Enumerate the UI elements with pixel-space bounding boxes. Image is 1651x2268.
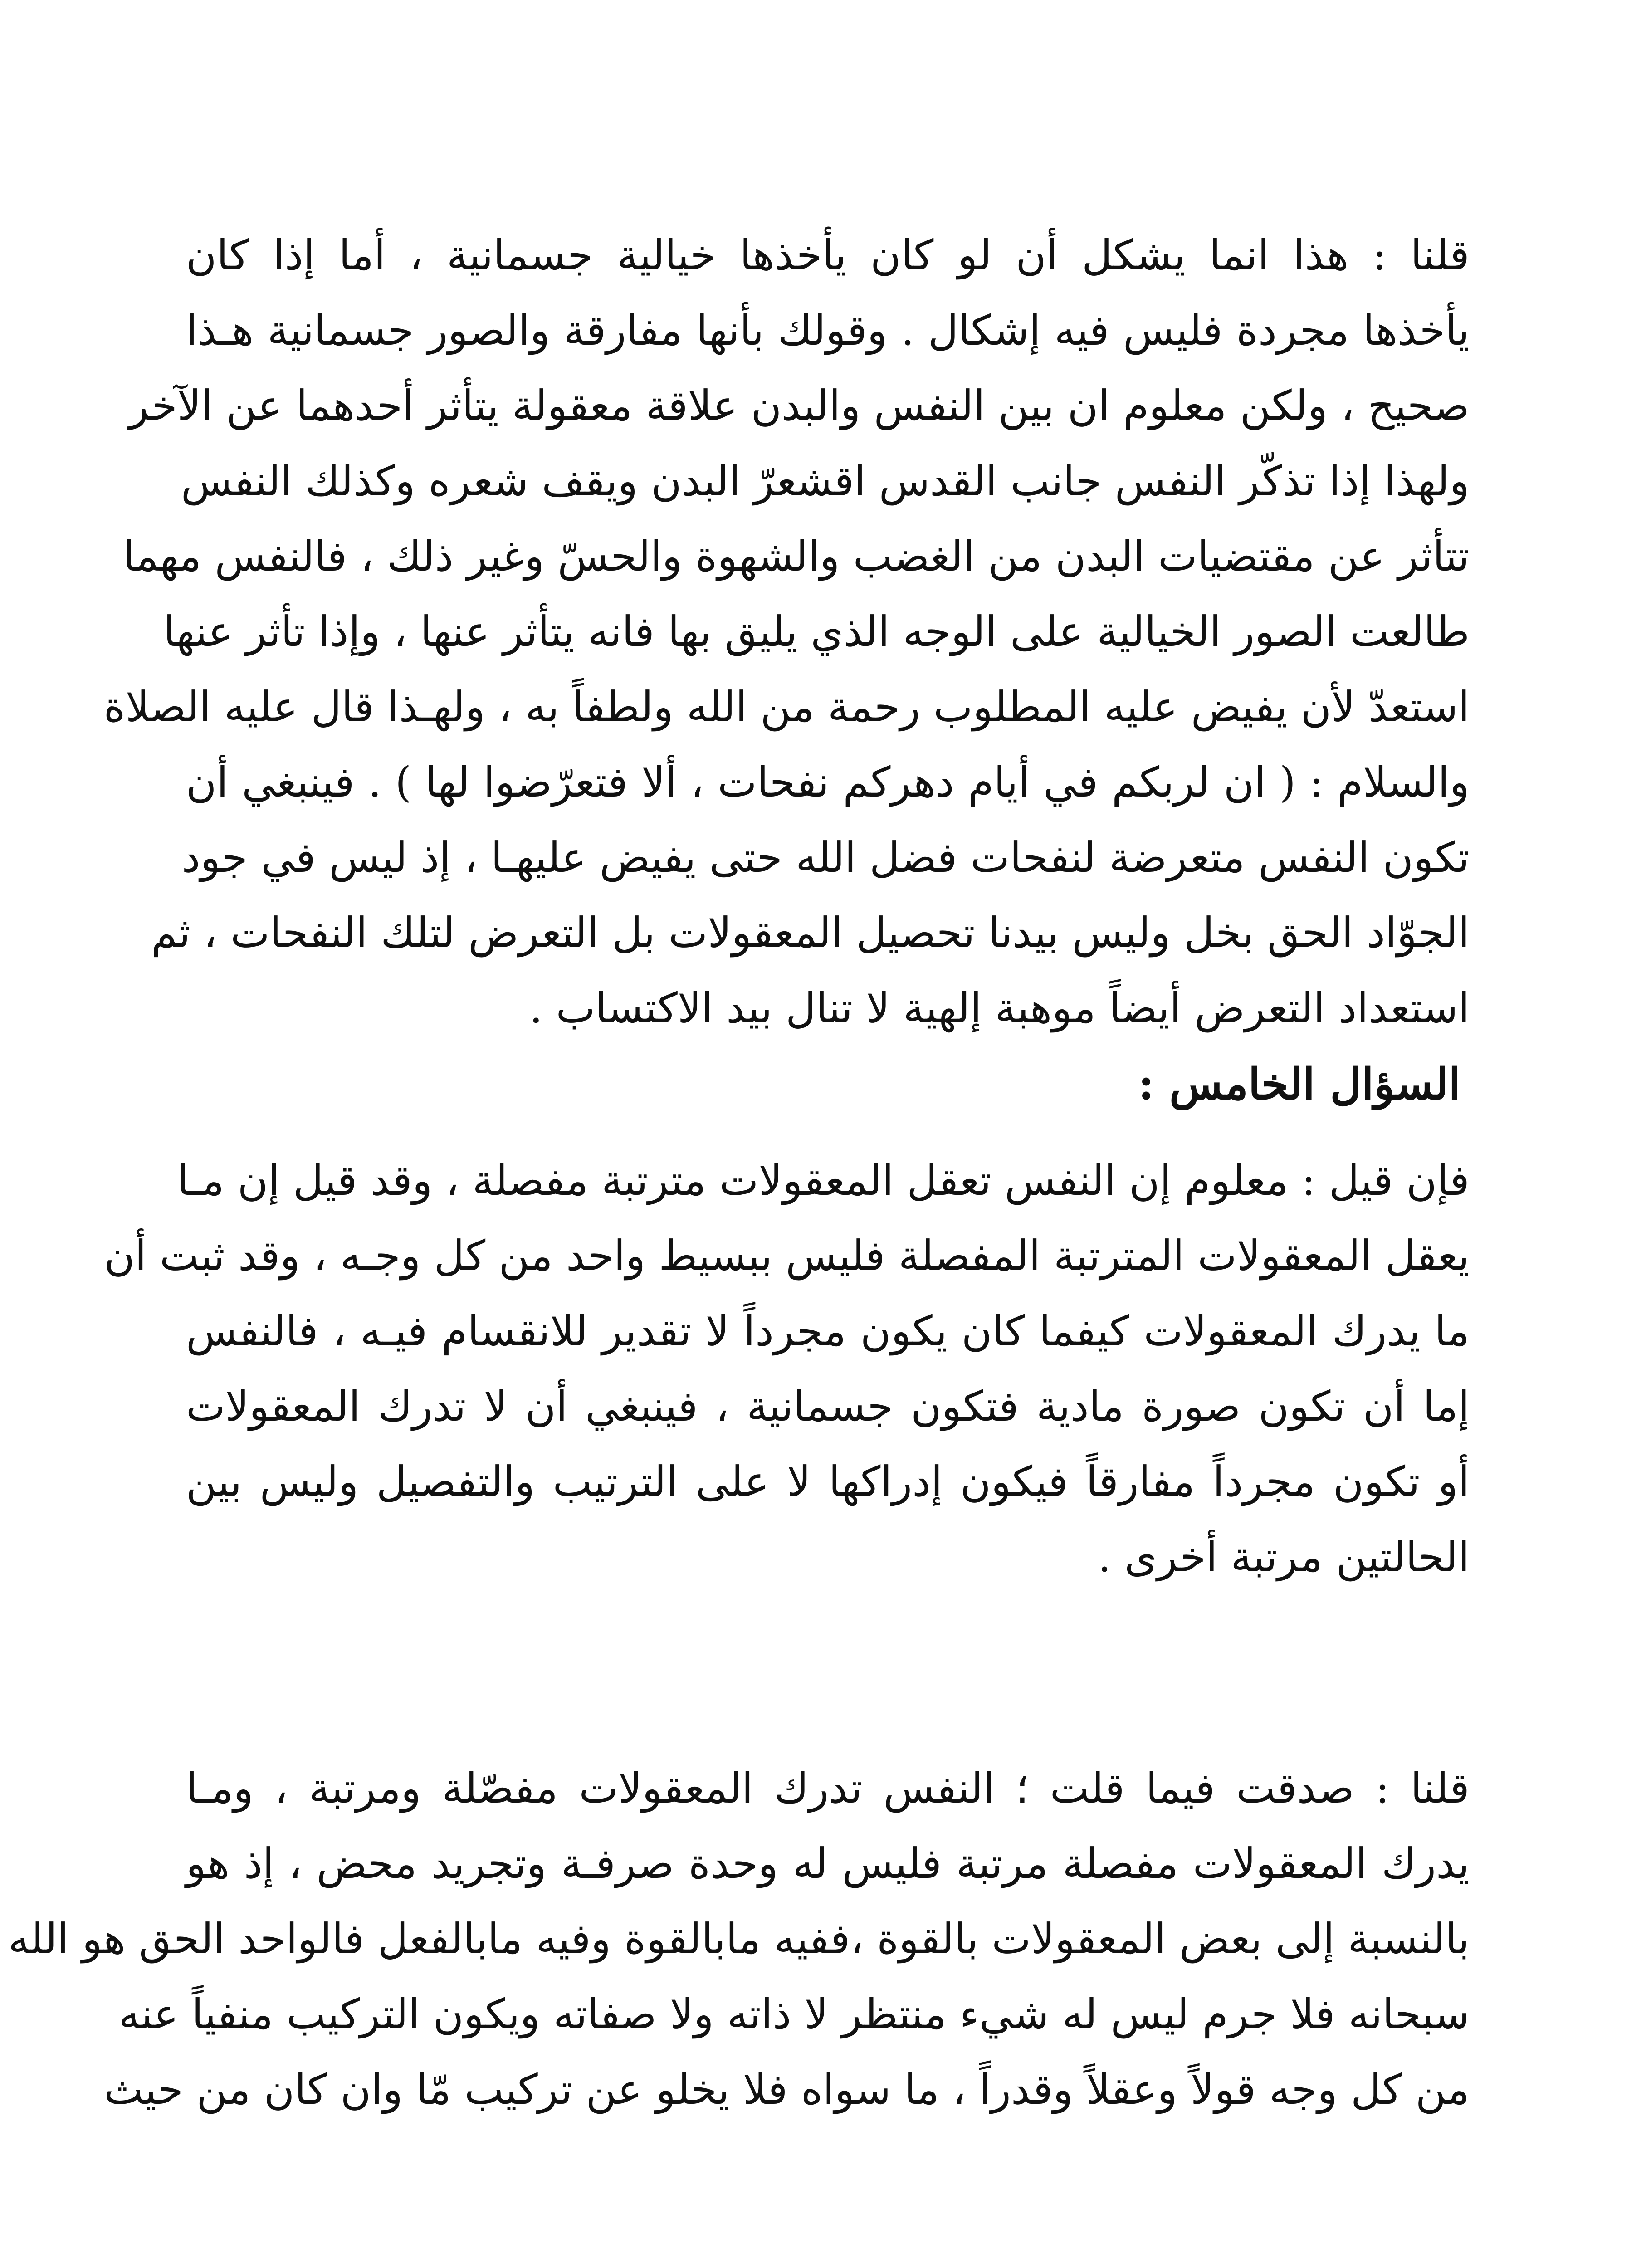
paragraph-line: والسلام : ( ان لربكم في أيام دهركم نفحات ، ألا فتعرّضوا لها ) . فينبغي أن [186,758,1470,807]
paragraph-line: صحيح ، ولكن معلوم ان بين النفس والبدن علاقة معقولة يتأثر أحدهما عن الآخر [128,381,1470,430]
section-heading: السؤال الخامس : [1138,1058,1460,1110]
paragraph-line: الجوّاد الحق بخل وليس بيدنا تحصيل المعقولات بل التعرض لتلك النفحات ، ثم [151,909,1470,957]
paragraph-line: يأخذها مجردة فليس فيه إشكال . وقولك بأنها مفارقة والصور جسمانية هـذا [186,306,1470,355]
paragraph-line: يدرك المعقولات مفصلة مرتبة فليس له وحدة صرفـة وتجريد محض ، إذ هو [186,1839,1470,1888]
paragraph-line: استعداد التعرض أيضاً موهبة إلهية لا تنال بيد الاكتساب . [529,984,1470,1032]
paragraph-answer-fourth-question [103,218,1470,1046]
paragraph-answer-fifth-question [8,1751,1470,2127]
paragraph-line: استعدّ لأن يفيض عليه المطلوب رحمة من الله ولطفاً به ، ولهـذا قال عليه الصلاة [103,683,1470,731]
paragraph-line: أو تكون مجرداً مفارقاً فيكون إدراكها لا على الترتيب والتفصيل وليس بين [186,1457,1470,1506]
paragraph-line: ولهذا إذا تذكّر النفس جانب القدس اقشعرّ البدن ويقف شعره وكذلك النفس [181,457,1470,505]
paragraph-line: بالنسبة إلى بعض المعقولات بالقوة ،ففيه مابالقوة وفيه مابالفعل فالواحد الحق هو الله [8,1915,1470,1963]
paragraph-line: الحالتين مرتبة أخرى . [1098,1533,1470,1581]
paragraph-fifth-question [104,1143,1470,1595]
paragraph-line: تكون النفس متعرضة لنفحات فضل الله حتى يفيض عليهـا ، إذ ليس في جود [181,833,1470,882]
paragraph-line: قلنا : صدقت فيما قلت ؛ النفس تدرك المعقولات مفصّلة ومرتبة ، ومـا [186,1764,1470,1813]
paragraph-line: إما أن تكون صورة مادية فتكون جسمانية ، فينبغي أن لا تدرك المعقولات [186,1382,1470,1431]
paragraph-line: ما يدرك المعقولات كيفما كان يكون مجرداً لا تقدير للانقسام فيـه ، فالنفس [186,1307,1470,1355]
paragraph-line: تتأثر عن مقتضيات البدن من الغضب والشهوة والحسّ وغير ذلك ، فالنفس مهما [123,532,1470,581]
paragraph-line: قلنا : هذا انما يشكل أن لو كان يأخذها خيالية جسمانية ، أما إذا كان [186,231,1470,279]
paragraph-line: سبحانه فلا جرم ليس له شيء منتظر لا ذاته ولا صفاته ويكون التركيب منفياً عنه [118,1990,1470,2038]
paragraph-line: فإن قيل : معلوم إن النفس تعقل المعقولات مترتبة مفصلة ، وقد قيل إن مـا [177,1156,1470,1205]
paragraph-line: من كل وجه قولاً وعقلاً وقدراً ، ما سواه فلا يخلو عن تركيب مّا وان كان من حيث [104,2065,1470,2114]
paragraph-line: طالعت الصور الخيالية على الوجه الذي يليق بها فانه يتأثر عنها ، وإذا تأثر عنها [163,607,1470,656]
paragraph-line: يعقل المعقولات المترتبة المفصلة فليس ببسيط واحد من كل وجـه ، وقد ثبت أن [104,1232,1470,1280]
